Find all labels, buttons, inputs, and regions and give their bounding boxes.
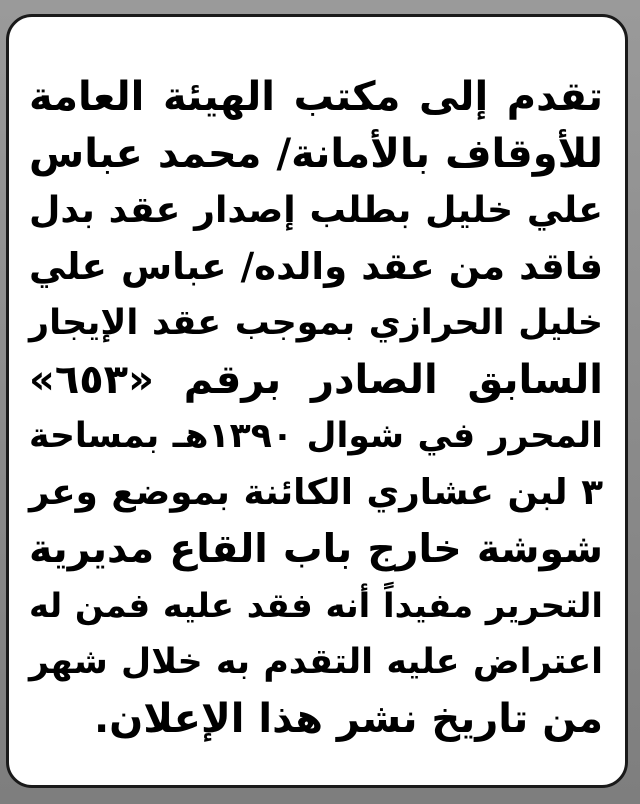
notice-line: السابق الصادر برقم «٦٥٣» [29, 356, 603, 403]
notice-line: فاقد من عقد والده/ عباس علي [29, 244, 603, 288]
notice-line: اعتراض عليه التقدم به خلال شهر [29, 642, 603, 682]
notice-line: ٣ لبن عشاري الكائنة بموضع وعر [29, 471, 603, 513]
notice-body [29, 69, 603, 747]
notice-line: التحرير مفيداً أنه فقد عليه فمن له [29, 585, 603, 625]
notice-line: خليل الحرازي بموجب عقد الإيجار [29, 303, 603, 343]
notice-card [6, 14, 628, 788]
notice-line: للأوقاف بالأمانة/ محمد عباس [29, 130, 603, 177]
notice-line: شوشة خارج باب القاع مديرية [29, 526, 603, 572]
notice-line: المحرر في شوال ١٣٩٠هـ بمساحة [29, 416, 603, 456]
notice-line: علي خليل بطلب إصدار عقد بدل [29, 188, 603, 231]
notice-line: من تاريخ نشر هذا الإعلان. [93, 695, 603, 742]
notice-line: تقدم إلى مكتب الهيئة العامة [29, 74, 603, 120]
